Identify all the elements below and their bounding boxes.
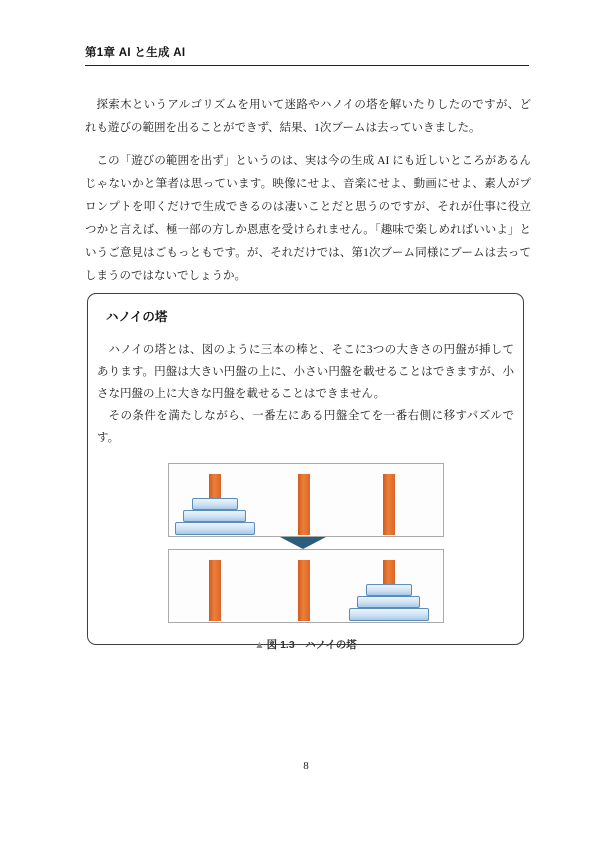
hanoi-panel-before <box>168 463 444 537</box>
body-paragraph-2: この「遊びの範囲を出ず」というのは、実は今の生成 AI にも近しいところがあるんじゃないかと筆者は思っています。映像にせよ、音楽にせよ、動画にせよ、素人がプロンプトを叩くだけで生成できるのは凄いことだと思うのですが、それが仕事に役立つかと言えば、極一部の方しか恩恵を受けられません。「趣味で楽しめればいいよ」というご意見はごもっともです。が、それだけでは、第1次ブーム同様にブームは去ってしまうのではないでしょうか。 <box>85 155 531 282</box>
callout-title: ハノイの塔 <box>106 310 168 324</box>
caption-text: 図 1.3 ハノイの塔 <box>266 639 357 651</box>
disk-small <box>366 584 412 596</box>
hanoi-panel-after <box>168 549 444 623</box>
disk-stack-before <box>175 498 255 535</box>
peg-middle <box>298 560 310 621</box>
transition-arrow-row <box>168 537 444 549</box>
peg-left <box>209 560 221 621</box>
disk-large <box>349 608 429 621</box>
disk-medium <box>183 510 246 522</box>
callout-paragraph-1: ハノイの塔とは、図のように三本の棒と、そこに3つの大きさの円盤が挿してあります。円盤は大きい円盤の上に、小さい円盤を載せることはできますが、小さな円盤の上に大きな円盤を載せることはできません。 <box>97 344 514 400</box>
disk-small <box>192 498 238 510</box>
page-number: 8 <box>303 760 309 772</box>
disk-medium <box>357 596 420 608</box>
peg-middle <box>298 474 310 535</box>
disk-large <box>175 522 255 535</box>
caption-triangle-icon: ▲ <box>254 639 265 651</box>
body-paragraph-1: 探索木というアルゴリズムを用いて迷路やハノイの塔を解いたりしたのですが、どれも遊びの範囲を出ることができず、結果、1次ブームは去っていきました。 <box>85 99 531 134</box>
figure-caption <box>168 637 444 652</box>
callout-paragraph-2: その条件を満たしながら、一番左にある円盤全てを一番右側に移すパズルです。 <box>97 410 514 444</box>
hanoi-figure <box>168 463 444 652</box>
down-arrow-icon <box>280 537 326 549</box>
hanoi-callout-box <box>87 293 524 651</box>
peg-right <box>383 474 395 535</box>
disk-stack-after <box>349 584 429 621</box>
chapter-header: 第1章 AI と生成 AI <box>85 44 529 66</box>
